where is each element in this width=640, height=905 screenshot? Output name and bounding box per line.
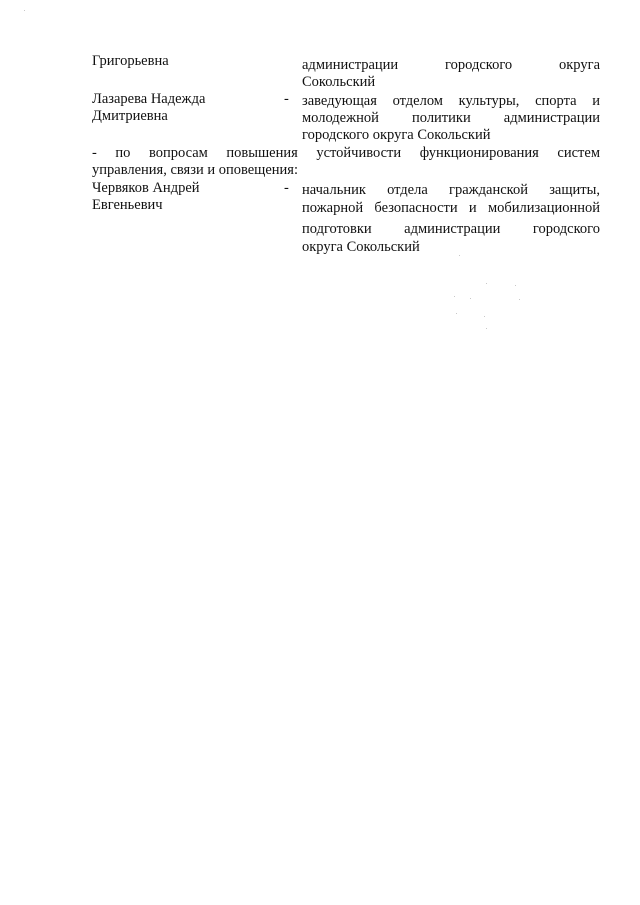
person-name-line: Дмитриевна: [92, 108, 168, 124]
role-line: городского округа Сокольский: [302, 127, 491, 143]
separator-dash: -: [284, 180, 289, 196]
role-line: Сокольский: [302, 74, 376, 90]
role-line: начальник отдела гражданской защиты,: [302, 182, 600, 198]
scan-speck: [486, 283, 487, 284]
role-line: округа Сокольский: [302, 239, 420, 255]
person-name-line: Лазарева Надежда: [92, 91, 206, 107]
scan-speck: [470, 298, 471, 299]
scan-speck: [486, 328, 487, 329]
role-line: администрации городского округа: [302, 57, 600, 73]
scan-speck: [484, 316, 485, 317]
scan-speck: [519, 299, 520, 300]
scan-speck: [456, 313, 457, 314]
scan-speck: [24, 10, 25, 11]
role-line: молодежной политики администрации: [302, 110, 600, 126]
person-name-line: Григорьевна: [92, 53, 169, 69]
person-name-line: Евгеньевич: [92, 197, 163, 213]
person-name-line: Червяков Андрей: [92, 180, 200, 196]
role-line: подготовки администрации городского: [302, 221, 600, 237]
scan-speck: [454, 296, 455, 297]
section-heading-line: управления, связи и оповещения:: [92, 162, 298, 178]
section-heading-line: - по вопросам повышения устойчивости функционирования систем: [92, 145, 600, 161]
role-line: заведующая отделом культуры, спорта и: [302, 93, 600, 109]
role-line: пожарной безопасности и мобилизационной: [302, 200, 600, 216]
scan-speck: [459, 255, 460, 256]
separator-dash: -: [284, 91, 289, 107]
scan-speck: [515, 285, 516, 286]
